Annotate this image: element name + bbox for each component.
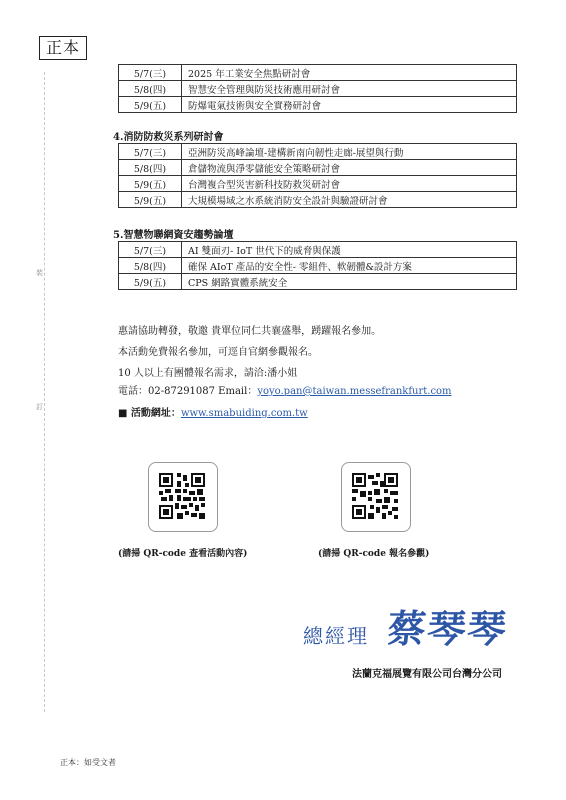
registration-text: 本活動免費報名參加，可逕自官網參觀報名。 (118, 347, 318, 358)
binding-mark: 裝 (36, 269, 43, 277)
contact-line (118, 382, 452, 397)
binding-mark: 訂 (36, 403, 43, 411)
original-copy-stamp: 正本 (39, 36, 87, 60)
qr-code-icon (159, 473, 205, 519)
qr-code-icon (352, 473, 398, 519)
schedule-table-fire (118, 143, 517, 208)
website-link[interactable]: www.smabuiding.com.tw (180, 408, 308, 419)
general-manager-signature: 蔡琴琴 (385, 606, 511, 651)
website-line (118, 404, 308, 419)
qr-caption-registration: (請掃 QR-code 報名參觀) (318, 549, 430, 559)
table-row: 5/9(五) 大規模場域之水系統消防安全設計與驗證研討會 (119, 192, 517, 208)
binding-line (44, 72, 45, 712)
qr-code-registration[interactable] (341, 462, 411, 532)
qr-caption-event-info: (請掃 QR-code 查看活動內容) (118, 549, 248, 559)
table-row: 5/7(三) 2025 年工業安全焦點研討會 (119, 65, 517, 81)
table-row: 5/9(五) 台灣複合型災害新科技防救災研討會 (119, 176, 517, 192)
table-row: 5/7(三) AI 雙面刃- IoT 世代下的威脅與保護 (119, 242, 517, 258)
qr-code-event-info[interactable] (148, 462, 218, 532)
table-row: 5/9(五) CPS 網路實體系統安全 (119, 274, 517, 290)
table-row: 5/8(四) 倉儲物流與淨零儲能安全策略研討會 (119, 160, 517, 176)
schedule-table-top (118, 64, 517, 113)
website-label: ■ 活動網址： (118, 408, 181, 419)
invitation-text: 惠請協助轉發，敬邀 貴單位同仁共襄盛舉，踴躍報名參加。 (118, 326, 382, 337)
general-manager-title: 總經理 (303, 624, 369, 648)
section-heading-iot: 5.智慧物聯網資安趨勢論壇 (113, 230, 234, 241)
table-row: 5/8(四) 智慧安全管理與防災技術應用研討會 (119, 81, 517, 97)
distribution-note: 正本：如受文者 (60, 758, 116, 767)
company-name: 法蘭克福展覽有限公司台灣分公司 (352, 669, 502, 680)
group-registration-text: 10 人以上有團體報名需求，請洽:潘小姐 (118, 368, 298, 379)
table-row: 5/8(四) 確保 AIoT 產品的安全性- 零組件、軟韌體&設計方案 (119, 258, 517, 274)
section-heading-fire: 4.消防防救災系列研討會 (113, 132, 224, 143)
contact-phone: 電話：02-87291087 Email： (118, 386, 258, 397)
schedule-table-iot (118, 241, 517, 290)
table-row: 5/9(五) 防爆電氣技術與安全實務研討會 (119, 97, 517, 113)
table-row: 5/7(三) 亞洲防災高峰論壇-建構新南向韌性走廊-展望與行動 (119, 144, 517, 160)
email-link[interactable]: yoyo.pan@taiwan.messefrankfurt.com (257, 386, 452, 397)
